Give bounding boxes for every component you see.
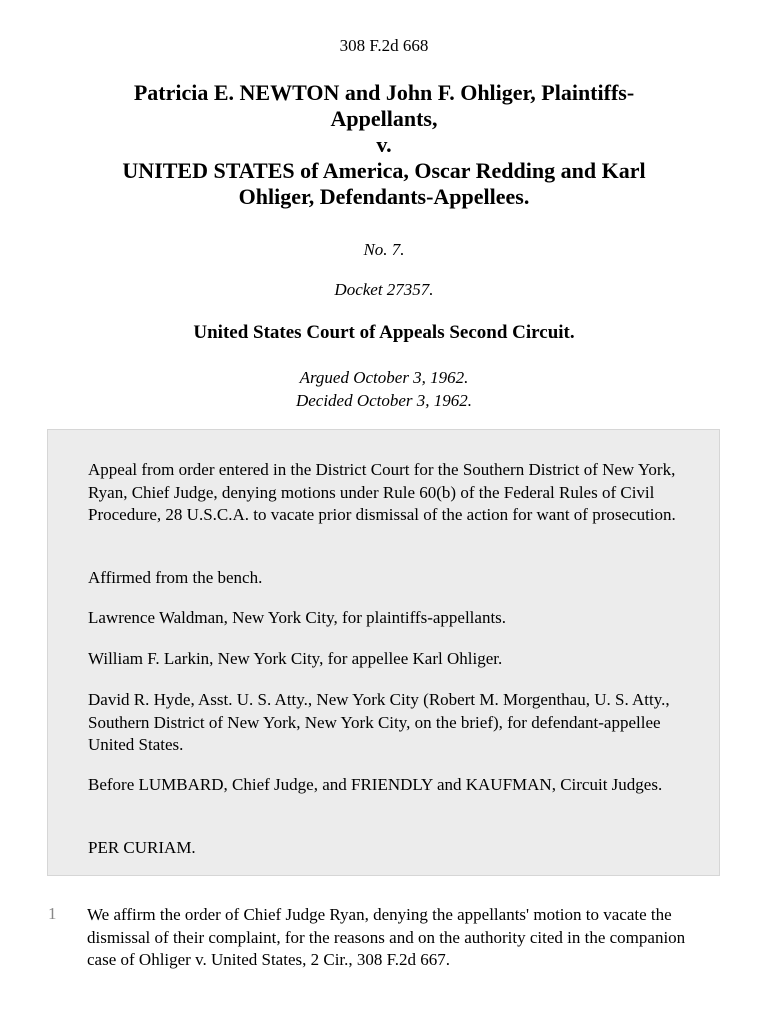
citation: 308 F.2d 668 (339, 36, 429, 55)
case-number: No. 7. (363, 240, 405, 259)
counsel-united-states: David R. Hyde, Asst. U. S. Atty., New York City (Robert M. Morgenthau, U. S. Atty., Southern District of New York, New York City, on the brief), for defendant-appellee United States. (88, 690, 670, 754)
docket-number: Docket 27357. (334, 280, 434, 299)
case-title-line: Appellants, (330, 106, 438, 131)
appeal-description: Appeal from order entered in the District Court for the Southern District of New York, Ryan, Chief Judge, denying motions under Rule 60(b) of the Federal Rules of Civil Procedure, 28 U.S.C.A. to vacate prior dismissal of the action for want of prosecution. (88, 460, 676, 524)
counsel-appellee-ohliger: William F. Larkin, New York City, for appellee Karl Ohliger. (88, 649, 503, 668)
decided-date: Decided October 3, 1962. (295, 391, 473, 410)
per-curiam: PER CURIAM. (88, 838, 196, 857)
opinion-paragraph: We affirm the order of Chief Judge Ryan, denying the appellants' motion to vacate the dismissal of their complaint, for the reasons and on the authority cited in the companion case of Ohliger v. United States, 2 Cir., 308 F.2d 667. (87, 905, 686, 969)
court-name: United States Court of Appeals Second Circuit. (193, 322, 575, 343)
case-title-line: v. (376, 132, 392, 157)
counsel-appellants: Lawrence Waldman, New York City, for plaintiffs-appellants. (88, 608, 507, 627)
case-title-line: UNITED STATES of America, Oscar Redding and Karl (122, 158, 646, 183)
case-title-line: Ohliger, Defendants-Appellees. (238, 184, 530, 209)
paragraph-number: 1 (48, 904, 57, 923)
case-title (60, 80, 708, 210)
case-title-line: Patricia E. NEWTON and John F. Ohliger, Plaintiffs- (133, 80, 635, 105)
case-dates (0, 366, 768, 412)
case-summary-box (47, 429, 720, 876)
disposition: Affirmed from the bench. (88, 568, 263, 587)
panel-judges: Before LUMBARD, Chief Judge, and FRIENDLY and KAUFMAN, Circuit Judges. (88, 775, 663, 794)
argued-date: Argued October 3, 1962. (299, 368, 469, 387)
